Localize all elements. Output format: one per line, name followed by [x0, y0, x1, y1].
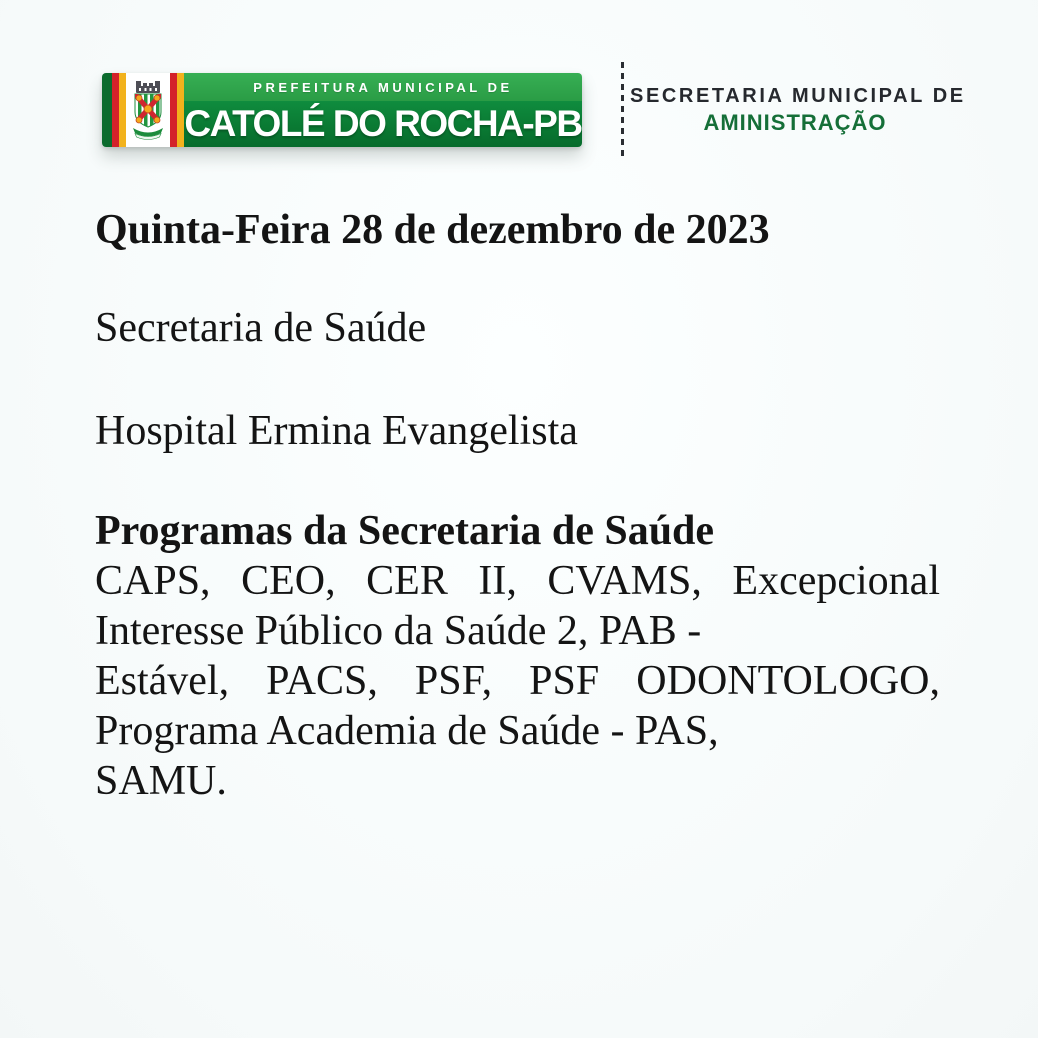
- banner-top-label: PREFEITURA MUNICIPAL DE: [184, 73, 582, 101]
- banner-yellow-stripe: [177, 73, 184, 147]
- program-line: Estável, PACS, PSF, PSF ODONTOLOGO,: [95, 658, 940, 704]
- program-line: Interesse Público da Saúde 2, PAB -: [95, 608, 702, 654]
- document-body: [95, 205, 940, 806]
- banner-red-stripe: [112, 73, 119, 147]
- program-line: SAMU.: [95, 758, 227, 804]
- crest-box: [126, 73, 170, 147]
- banner-green-bar: [102, 73, 112, 147]
- department-heading-line1: SECRETARIA MUNICIPAL DE: [630, 85, 966, 107]
- program-line: CAPS, CEO, CER II, CVAMS, Excepcional: [95, 558, 940, 604]
- date-heading: Quinta-Feira 28 de dezembro de 2023: [95, 207, 770, 253]
- secretaria-line: Secretaria de Saúde: [95, 305, 427, 351]
- department-heading: [630, 85, 966, 136]
- municipality-banner: [102, 73, 582, 147]
- hospital-line: Hospital Ermina Evangelista: [95, 408, 578, 454]
- program-line: Programa Academia de Saúde - PAS,: [95, 708, 719, 754]
- programs-title: Programas da Secretaria de Saúde: [95, 508, 715, 554]
- banner-red-stripe: [170, 73, 177, 147]
- banner-text-area: [184, 73, 582, 147]
- department-heading-line2: AMINISTRAÇÃO: [703, 110, 887, 135]
- banner-yellow-stripe: [119, 73, 126, 147]
- header-dotted-divider: [621, 62, 624, 160]
- banner-city-title: CATOLÉ DO ROCHA-PB: [184, 101, 582, 147]
- coat-of-arms-icon: [130, 80, 166, 140]
